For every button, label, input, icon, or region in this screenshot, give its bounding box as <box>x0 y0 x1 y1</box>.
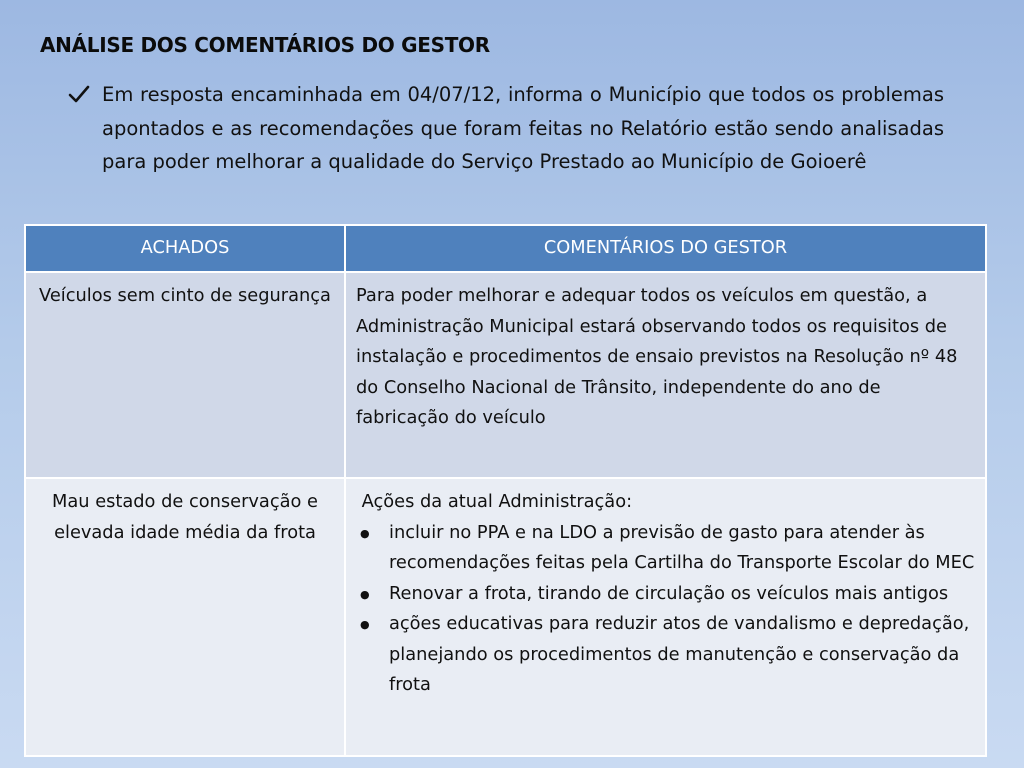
table-header-row <box>25 225 986 272</box>
bullet-dot-icon: ● <box>360 526 370 540</box>
table-row <box>25 272 986 478</box>
finding-cell: Mau estado de conservação e elevada idade média da frota <box>25 478 345 756</box>
actions-list <box>356 518 979 701</box>
list-item-text: Renovar a frota, tirando de circulação os veículos mais antigos <box>389 582 949 604</box>
header-achados: ACHADOS <box>25 225 345 272</box>
header-comentarios: COMENTÁRIOS DO GESTOR <box>345 225 986 272</box>
list-item <box>356 609 979 701</box>
list-item-text: ações educativas para reduzir atos de vandalismo e depredação, planejando os procedimentos de manutenção e conservação da frota <box>389 613 970 695</box>
list-item-text: incluir no PPA e na LDO a previsão de gasto para atender às recomendações feitas pela Cartilha do Transporte Escolar do MEC <box>389 521 975 573</box>
bullet-dot-icon: ● <box>360 618 370 631</box>
list-item <box>356 579 979 610</box>
comment-cell: Para poder melhorar e adequar todos os veículos em questão, a Administração Municipal estará observando todos os requisitos de instalação e procedimentos de ensaio previstos na Resolução nº 48 do Conselho Nacional de Trânsito, independente do ano de fabricação do veículo <box>345 272 986 478</box>
comment-intro: Ações da atual Administração: <box>356 491 633 512</box>
checkmark-icon <box>68 84 90 104</box>
comment-cell <box>345 478 986 756</box>
findings-table <box>24 224 987 757</box>
table-row <box>25 478 986 756</box>
slide-title: ANÁLISE DOS COMENTÁRIOS DO GESTOR <box>40 33 490 57</box>
summary-bullet <box>68 78 944 179</box>
summary-text: Em resposta encaminhada em 04/07/12, informa o Município que todos os problemas apontados e as recomendações que foram feitas no Relatório estão sendo analisadas para poder melhorar a qualidade do Serviço Prestado ao Município de Goioerê <box>102 83 944 173</box>
list-item <box>356 518 979 579</box>
bullet-dot-icon: ● <box>360 587 370 601</box>
finding-cell: Veículos sem cinto de segurança <box>25 272 345 478</box>
